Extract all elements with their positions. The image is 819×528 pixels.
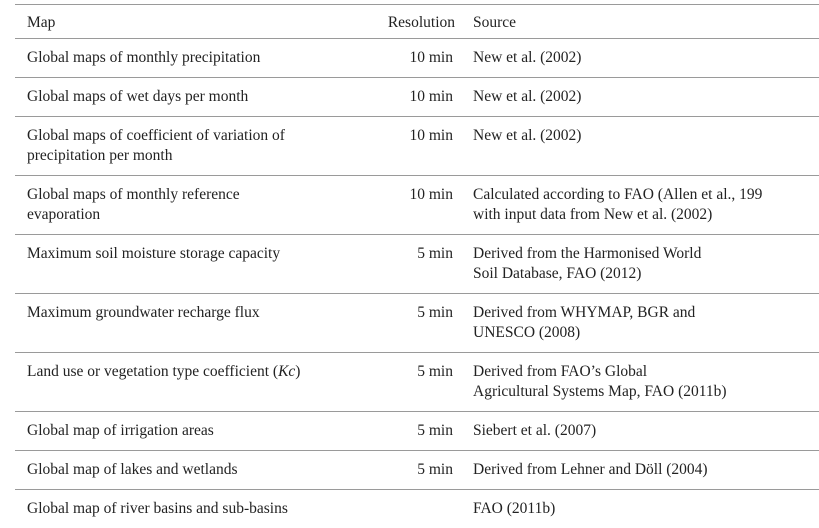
- table-row: [15, 451, 819, 490]
- cell-text: Global map of river basins and sub-basins: [27, 499, 361, 519]
- header-source: Source: [473, 5, 819, 39]
- cell-text: Derived from WHYMAP, BGR and: [473, 303, 819, 323]
- cell-source: [473, 78, 819, 117]
- table-row: [15, 235, 819, 294]
- cell-map: [15, 451, 361, 490]
- cell-text: Soil Database, FAO (2012): [473, 264, 819, 284]
- table-row: [15, 353, 819, 412]
- cell-text: Global map of lakes and wetlands: [27, 460, 361, 480]
- cell-map: [15, 117, 361, 176]
- cell-resolution: 10 min: [361, 117, 473, 176]
- cell-text: Maximum groundwater recharge flux: [27, 303, 361, 323]
- table-row: [15, 176, 819, 235]
- cell-text: New et al. (2002): [473, 48, 819, 68]
- cell-map: [15, 176, 361, 235]
- table-row: [15, 412, 819, 451]
- cell-text: Global maps of coefficient of variation of: [27, 126, 361, 146]
- cell-text: Maximum soil moisture storage capacity: [27, 244, 361, 264]
- table-header: [15, 5, 819, 39]
- cell-source: [473, 235, 819, 294]
- input-maps-table: [15, 4, 819, 528]
- kc-symbol: Kc: [278, 363, 295, 380]
- cell-text: Derived from FAO’s Global: [473, 362, 819, 382]
- cell-map: [15, 353, 361, 412]
- header-resolution: Resolution: [361, 5, 473, 39]
- table-row: [15, 78, 819, 117]
- cell-text: precipitation per month: [27, 146, 361, 166]
- cell-text: Agricultural Systems Map, FAO (2011b): [473, 382, 819, 402]
- cell-text: New et al. (2002): [473, 87, 819, 107]
- cell-resolution: 10 min: [361, 78, 473, 117]
- cell-resolution: 5 min: [361, 353, 473, 412]
- cell-text: Calculated according to FAO (Allen et al., 199: [473, 185, 819, 205]
- header-map: Map: [15, 5, 361, 39]
- cell-text: Derived from the Harmonised World: [473, 244, 819, 264]
- cell-source: [473, 490, 819, 528]
- cell-source: [473, 176, 819, 235]
- cell-text: FAO (2011b): [473, 499, 819, 519]
- cell-text: New et al. (2002): [473, 126, 819, 146]
- cell-map: [15, 412, 361, 451]
- cell-text: with input data from New et al. (2002): [473, 205, 819, 225]
- cell-resolution: 10 min: [361, 176, 473, 235]
- cell-map: [15, 39, 361, 78]
- cell-source: [473, 353, 819, 412]
- cell-text: Global maps of monthly reference: [27, 185, 361, 205]
- cell-map: [15, 235, 361, 294]
- cell-text: evaporation: [27, 205, 361, 225]
- cell-text: Global map of irrigation areas: [27, 421, 361, 441]
- table-row: [15, 294, 819, 353]
- cell-resolution: 5 min: [361, 235, 473, 294]
- cell-text: [27, 362, 361, 382]
- cell-text: Global maps of monthly precipitation: [27, 48, 361, 68]
- cell-resolution: 5 min: [361, 294, 473, 353]
- cell-map: [15, 294, 361, 353]
- table-row: [15, 490, 819, 528]
- cell-text-part: ): [295, 363, 300, 380]
- cell-text-part: Land use or vegetation type coefficient (: [27, 363, 278, 380]
- table-header-row: [15, 5, 819, 39]
- table-row: [15, 117, 819, 176]
- data-table-container: [15, 4, 819, 528]
- table-row: [15, 39, 819, 78]
- cell-map: [15, 78, 361, 117]
- cell-source: [473, 412, 819, 451]
- cell-resolution: 10 min: [361, 39, 473, 78]
- cell-text: Derived from Lehner and Döll (2004): [473, 460, 819, 480]
- cell-map: [15, 490, 361, 528]
- cell-source: [473, 39, 819, 78]
- cell-source: [473, 294, 819, 353]
- cell-text: Siebert et al. (2007): [473, 421, 819, 441]
- cell-resolution: 5 min: [361, 451, 473, 490]
- cell-source: [473, 451, 819, 490]
- cell-resolution: 5 min: [361, 412, 473, 451]
- cell-text: UNESCO (2008): [473, 323, 819, 343]
- cell-resolution: [361, 490, 473, 528]
- cell-source: [473, 117, 819, 176]
- table-body: [15, 39, 819, 528]
- cell-text: Global maps of wet days per month: [27, 87, 361, 107]
